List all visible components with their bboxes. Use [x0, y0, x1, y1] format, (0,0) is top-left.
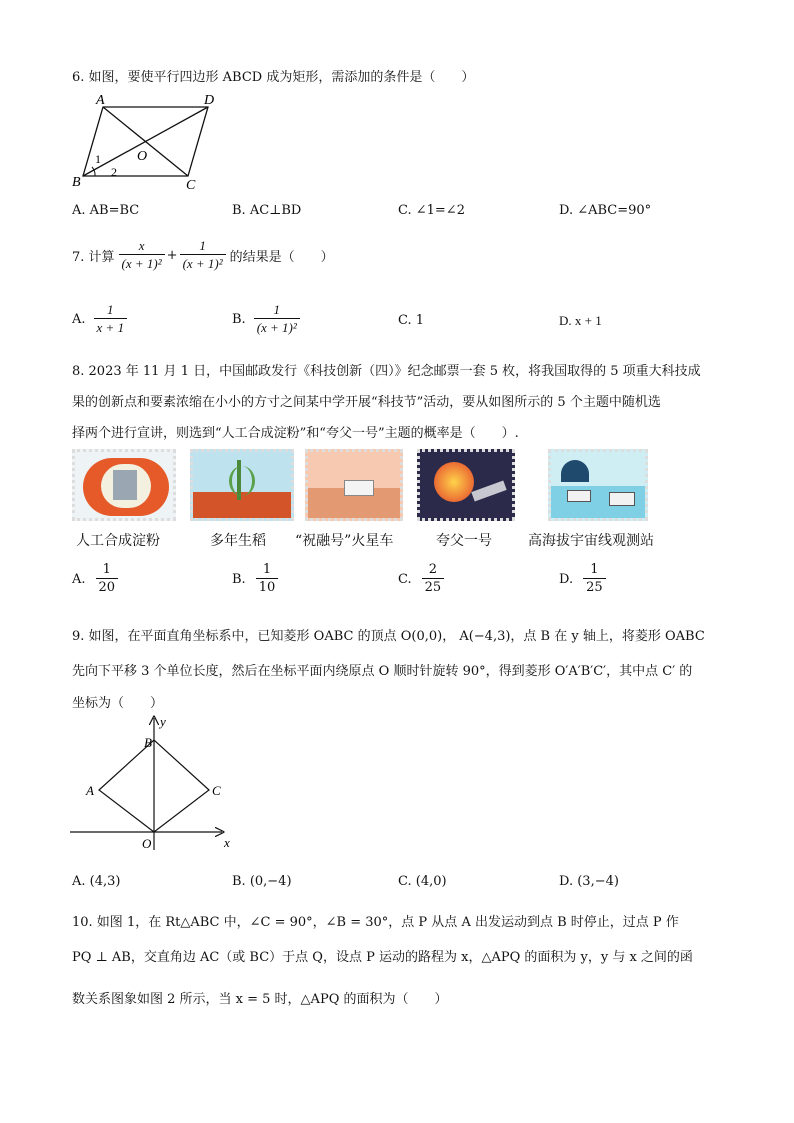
label-x: x: [224, 835, 230, 850]
q9-line-1: 9. 如图，在平面直角坐标系中，已知菱形 OABC 的顶点 O(0,0)， A(−4,3)，点 B 在 y 轴上，将菱形 OABC: [72, 629, 705, 644]
stamp-artificial-starch: [72, 449, 176, 521]
label-point-b: B: [144, 735, 152, 750]
label-O: O: [137, 149, 148, 164]
q7-prefix: 7. 计算: [72, 250, 115, 265]
label-point-a: A: [86, 783, 94, 798]
label-B: B: [72, 175, 81, 190]
label-angle-1: 1: [95, 152, 101, 166]
stamp-lhaaso: [548, 449, 648, 521]
q7-suffix: 的结果是（ ）: [229, 250, 334, 265]
q7-stem: [72, 238, 334, 273]
label-angle-2: 2: [111, 165, 117, 179]
q8-line-3: 择两个进行宣讲，则选到“人工合成淀粉”和“夸父一号”主题的概率是（ ）.: [72, 426, 519, 441]
q6-option-a: A. AB=BC: [72, 203, 140, 218]
q7-option-d: D. x + 1: [559, 313, 602, 328]
q9-option-c: C. (4,0): [398, 874, 447, 889]
label-D: D: [204, 93, 215, 108]
parallelogram-figure: [70, 92, 220, 192]
stamp-caption-4: 夸父一号: [436, 533, 492, 549]
q7-option-b: B. $\frac{1}{\text{(x + 1)²}}$: [232, 302, 300, 337]
q7-plus: +: [166, 248, 178, 263]
q6-option-b: B. AC⊥BD: [232, 203, 302, 218]
q8-option-c: C. $\frac{2}{25}$: [398, 562, 444, 597]
q7-fraction-1: $\frac{x}{\text{(x + 1)²}}$: [119, 238, 165, 273]
stamp-zhurong-rover: [305, 449, 403, 521]
stamp-perennial-rice: [190, 449, 294, 521]
q8-option-b: B. $\frac{1}{10}$: [232, 562, 278, 597]
q8-option-d: D. $\frac{1}{25}$: [559, 562, 606, 597]
q7-option-a: A. $\frac{1}{x + 1}$: [72, 302, 127, 337]
q6-option-c: C. ∠1=∠2: [398, 203, 465, 218]
q6-option-d: D. ∠ABC=90°: [559, 203, 652, 218]
q8-option-a: A. $\frac{1}{20}$: [72, 562, 118, 597]
q9-option-a: A. (4,3): [72, 874, 121, 889]
label-C: C: [186, 178, 196, 192]
label-y: y: [160, 714, 166, 729]
q9-option-b: B. (0,−4): [232, 874, 292, 889]
q7-fraction-2: $\frac{1}{\text{(x + 1)²}}$: [180, 238, 226, 273]
rhombus-coordinate-figure: [70, 712, 250, 857]
stamp-caption-2: 多年生稻: [210, 533, 266, 549]
q7-option-c: C. 1: [398, 313, 425, 328]
q10-line-2: PQ ⊥ AB，交直角边 AC（或 BC）于点 Q，设点 P 运动的路程为 x，△APQ 的面积为 y，y 与 x 之间的函: [72, 950, 693, 965]
q8-line-2: 果的创新点和要素浓缩在小小的方寸之间某中学开展“科技节”活动，要从如图所示的 5 个主题中随机选: [72, 395, 661, 410]
label-point-c: C: [212, 783, 221, 798]
label-origin: O: [142, 836, 152, 851]
q9-line-3: 坐标为（ ）: [72, 696, 164, 711]
q9-line-2: 先向下平移 3 个单位长度，然后在坐标平面内绕原点 O 顺时针旋转 90°，得到菱形 O′A′B′C′，其中点 C′ 的: [72, 664, 693, 679]
q10-line-1: 10. 如图 1，在 Rt△ABC 中，∠C = 90°，∠B = 30°，点 P 从点 A 出发运动到点 B 时停止，过点 P 作: [72, 915, 679, 930]
q8-line-1: 8. 2023 年 11 月 1 日，中国邮政发行《科技创新（四）》纪念邮票一套 5 枚，将我国取得的 5 项重大科技成: [72, 364, 701, 379]
stamp-kuafu-1: [417, 449, 515, 521]
label-A: A: [96, 93, 105, 108]
stamp-caption-3: “祝融号”火星车: [295, 533, 394, 549]
stamp-caption-5: 高海拔宇宙线观测站: [528, 533, 654, 549]
q10-line-3: 数关系图象如图 2 所示，当 x = 5 时，△APQ 的面积为（ ）: [72, 992, 448, 1007]
q6-stem: 6. 如图，要使平行四边形 ABCD 成为矩形，需添加的条件是（ ）: [72, 70, 475, 85]
q9-option-d: D. (3,−4): [559, 874, 619, 889]
stamp-caption-1: 人工合成淀粉: [76, 533, 160, 549]
